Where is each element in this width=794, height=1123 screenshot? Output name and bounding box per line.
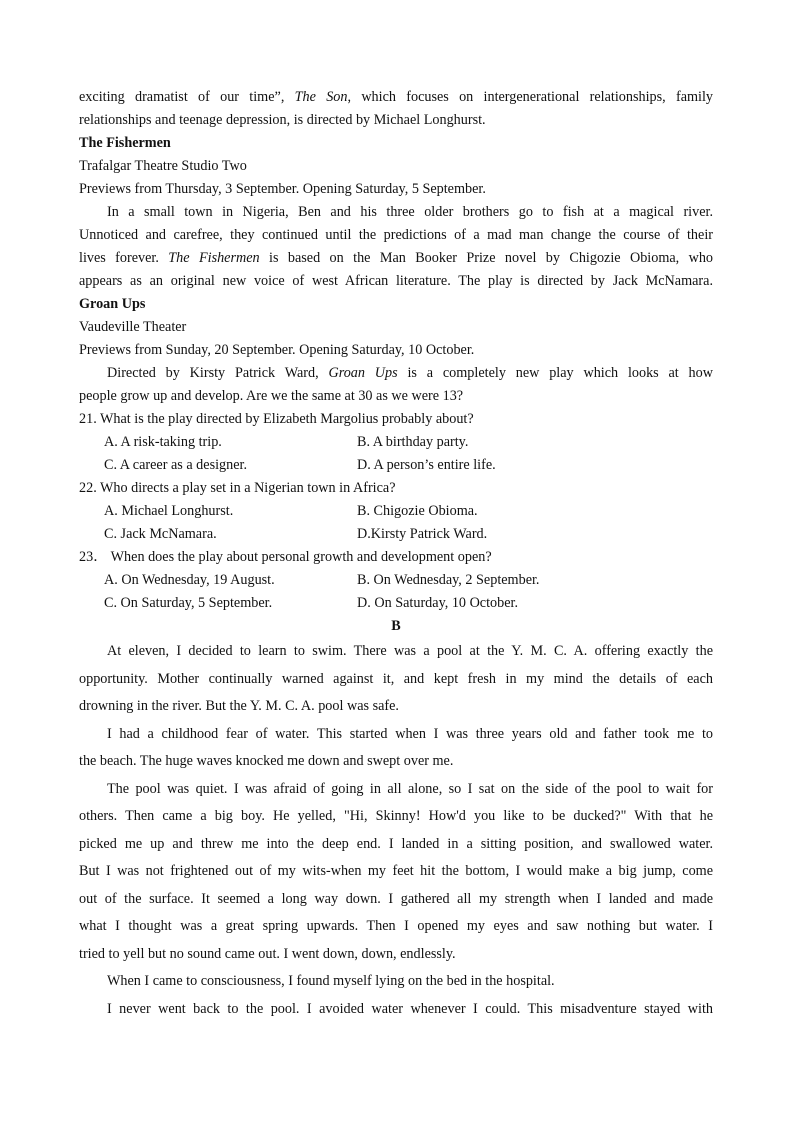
section-b-heading: B (391, 618, 401, 634)
option-d[interactable]: D. A person’s entire life. (357, 457, 496, 473)
passage-line: what I thought was a great spring upwards. Then I opened my eyes and saw nothing but water. I (79, 918, 713, 934)
question-21-stem: 21. What is the play directed by Elizabeth Margolius probably about? (79, 411, 474, 427)
passage-b (79, 638, 713, 1023)
fishermen-para-line-3: lives forever. The Fishermen is based on the Man Booker Prize novel by Chigozie Obioma, who (79, 250, 713, 266)
question-22-stem: 22. Who directs a play set in a Nigerian town in Africa? (79, 480, 396, 496)
intro-line-2: relationships and teenage depression, is directed by Michael Longhurst. (79, 112, 486, 128)
fishermen-para-line-2: Unnoticed and carefree, they continued until the predictions of a mad man change the course of their (79, 227, 713, 243)
option-a[interactable]: A. A risk-taking trip. (104, 434, 222, 450)
fishermen-dates: Previews from Thursday, 3 September. Opening Saturday, 5 September. (79, 181, 486, 197)
passage-line: I had a childhood fear of water. This started when I was three years old and father took me to (107, 725, 713, 742)
passage-line: tried to yell but no sound came out. I went down, down, endlessly. (79, 945, 456, 962)
groanups-venue: Vaudeville Theater (79, 319, 187, 335)
question-22-options-ab (79, 500, 713, 523)
option-b[interactable]: B. On Wednesday, 2 September. (357, 572, 540, 588)
fishermen-para-line-1: In a small town in Nigeria, Ben and his three older brothers go to fish at a magical river. (107, 204, 713, 220)
passage-line: picked me up and threw me into the deep end. I landed in a sitting position, and swallowed water. (79, 835, 713, 852)
intro-line-1: exciting dramatist of our time”, The Son, which focuses on intergenerational relationships, family (79, 89, 713, 105)
option-a[interactable]: A. Michael Longhurst. (104, 503, 234, 519)
groanups-para-line-2: people grow up and develop. Are we the same at 30 as we were 13? (79, 388, 464, 404)
fishermen-venue: Trafalgar Theatre Studio Two (79, 158, 247, 174)
passage-line: But I was not frightened out of my wits-when my feet hit the bottom, I would make a big jump, come (79, 863, 713, 879)
fishermen-title: The Fishermen (79, 135, 171, 151)
document-page (79, 86, 713, 1023)
question-23-stem: 23． When does the play about personal growth and development open? (79, 549, 492, 565)
question-21-options-ab (79, 431, 713, 454)
passage-line: The pool was quiet. I was afraid of going in all alone, so I sat on the side of the pool to wait for (107, 780, 713, 797)
passage-line: others. Then came a big boy. He yelled, "Hi, Skinny! How'd you like to be ducked?" With that he (79, 808, 713, 824)
question-23-options-ab (79, 569, 713, 592)
option-c[interactable]: C. Jack McNamara. (104, 526, 217, 542)
passage-line: I never went back to the pool. I avoided water whenever I could. This misadventure stayed with (107, 1000, 713, 1017)
passage-line: When I came to consciousness, I found myself lying on the bed in the hospital. (107, 973, 555, 989)
question-23-options-cd (79, 592, 713, 615)
groanups-para-line-1: Directed by Kirsty Patrick Ward, Groan Ups is a completely new play which looks at how (107, 365, 713, 381)
option-a[interactable]: A. On Wednesday, 19 August. (104, 572, 275, 588)
passage-line: opportunity. Mother continually warned against it, and kept fresh in my mind the details of each (79, 670, 713, 687)
passage-line: the beach. The huge waves knocked me down and swept over me. (79, 753, 454, 769)
option-d[interactable]: D.Kirsty Patrick Ward. (357, 526, 488, 542)
groanups-dates: Previews from Sunday, 20 September. Opening Saturday, 10 October. (79, 342, 475, 358)
question-22-options-cd (79, 523, 713, 546)
passage-line: out of the surface. It seemed a long way down. I gathered all my strength when I landed and made (79, 890, 713, 907)
passage-line: drowning in the river. But the Y. M. C. A. pool was safe. (79, 698, 399, 714)
option-c[interactable]: C. A career as a designer. (104, 457, 248, 473)
fishermen-para-line-4: appears as an original new voice of west African literature. The play is directed by Jack McNamara. (79, 273, 713, 289)
groanups-title: Groan Ups (79, 296, 146, 312)
option-d[interactable]: D. On Saturday, 10 October. (357, 595, 519, 611)
passage-line: At eleven, I decided to learn to swim. There was a pool at the Y. M. C. A. offering exactly the (107, 643, 713, 659)
option-c[interactable]: C. On Saturday, 5 September. (104, 595, 273, 611)
option-b[interactable]: B. A birthday party. (357, 434, 469, 450)
question-21-options-cd (79, 454, 713, 477)
option-b[interactable]: B. Chigozie Obioma. (357, 503, 478, 519)
